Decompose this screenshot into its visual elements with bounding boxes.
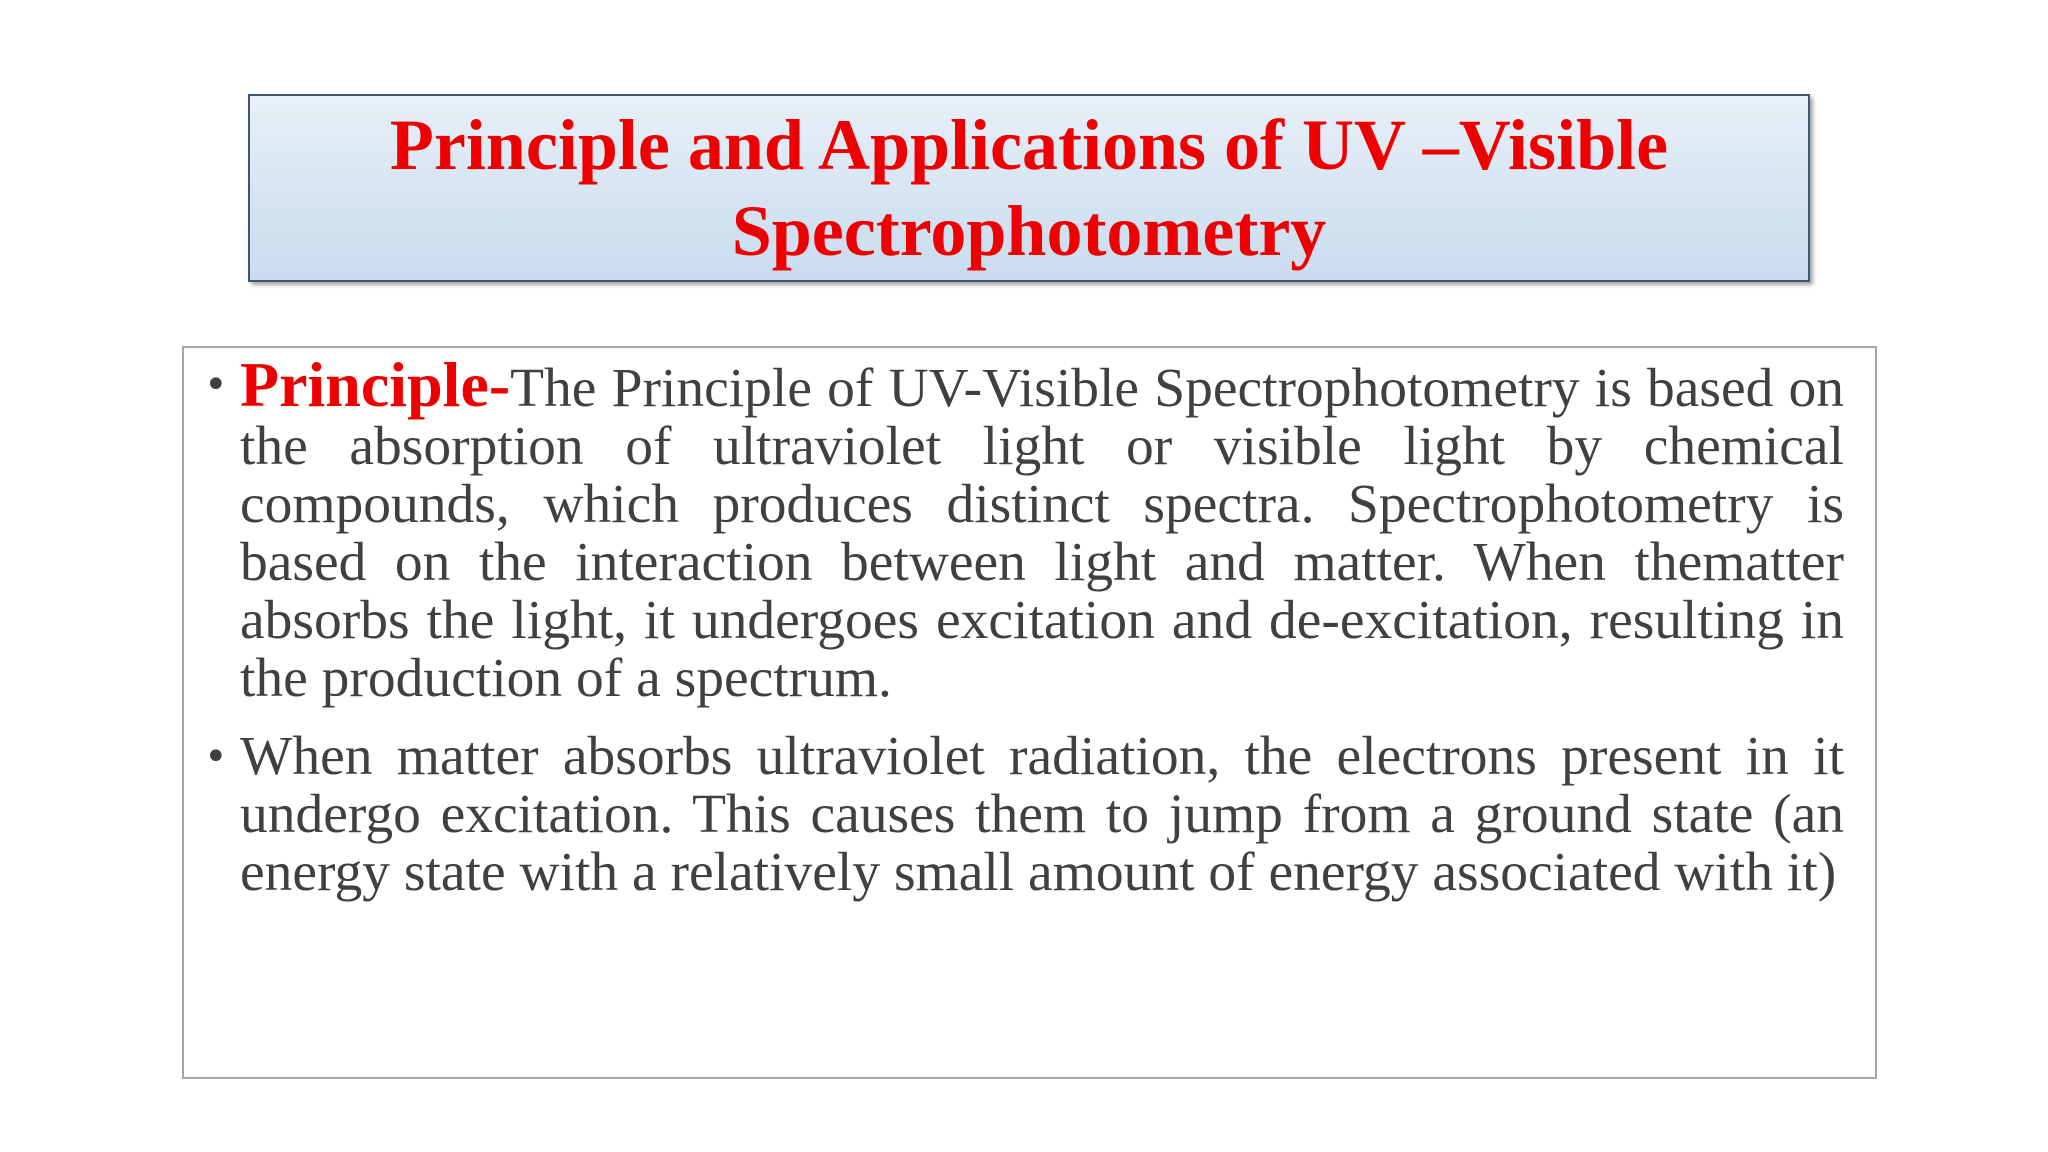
bullet-icon: • (204, 734, 228, 780)
slide-title: Principle and Applications of UV –Visible Spectrophotometry (389, 105, 1669, 271)
principle-label: Principle- (240, 349, 511, 420)
content-panel (182, 346, 1877, 1079)
bullet-excitation (204, 728, 1844, 902)
bullet-principle (204, 349, 1844, 709)
bullet-icon: • (204, 362, 228, 408)
title-banner (248, 94, 1810, 282)
principle-text: The Principle of UV-Visible Spectrophotometry is based on the absorption of ultraviolet light or visible light by chemical compounds, which produces distinct spectra. Spectrophotometry is based on the interaction between light and matter. When thematter absorbs the light, it undergoes excitation and de-excitation, resulting in the production of a spectrum. (240, 358, 1844, 709)
excitation-text: When matter absorbs ultraviolet radiation, the electrons present in it undergo excitation. This causes them to jump from a ground state (an energy state with a relatively small amount of energy associated with it) (240, 726, 1844, 903)
bullet-list (204, 349, 1844, 903)
